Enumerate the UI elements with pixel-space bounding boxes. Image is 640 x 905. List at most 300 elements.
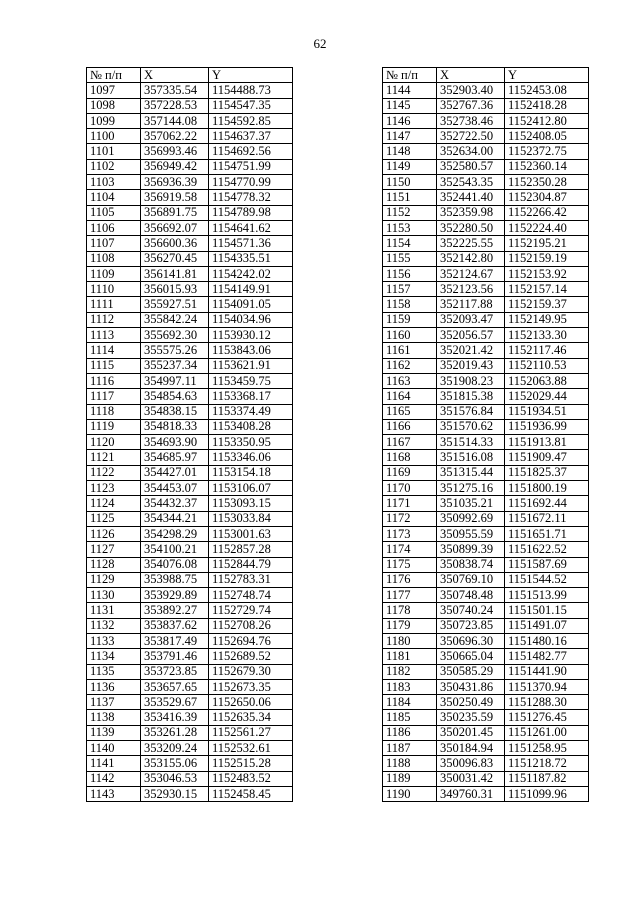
table-row <box>383 83 589 98</box>
cell-y: 1152117.46 <box>505 343 589 358</box>
cell-x: 353529.67 <box>141 695 209 710</box>
cell-number: 1108 <box>87 251 141 266</box>
cell-y: 1152159.37 <box>505 297 589 312</box>
cell-x: 354100.21 <box>141 542 209 557</box>
table-body-right <box>383 83 589 802</box>
cell-x: 352580.57 <box>437 159 505 174</box>
table-row <box>87 404 293 419</box>
cell-number: 1124 <box>87 496 141 511</box>
cell-number: 1187 <box>383 741 437 756</box>
cell-number: 1146 <box>383 113 437 128</box>
cell-y: 1152483.52 <box>209 771 293 786</box>
cell-x: 350723.85 <box>437 618 505 633</box>
cell-number: 1138 <box>87 710 141 725</box>
table-row <box>87 190 293 205</box>
cell-number: 1133 <box>87 633 141 648</box>
cell-number: 1157 <box>383 282 437 297</box>
cell-y: 1151187.82 <box>505 771 589 786</box>
cell-number: 1188 <box>383 756 437 771</box>
cell-x: 353155.06 <box>141 756 209 771</box>
cell-number: 1148 <box>383 144 437 159</box>
cell-y: 1152149.95 <box>505 312 589 327</box>
table-row <box>87 649 293 664</box>
cell-number: 1178 <box>383 603 437 618</box>
cell-number: 1154 <box>383 236 437 251</box>
cell-number: 1140 <box>87 741 141 756</box>
page-number: 62 <box>313 36 327 51</box>
table-row <box>87 328 293 343</box>
table-row <box>383 481 589 496</box>
table-row <box>383 282 589 297</box>
cell-y: 1153459.75 <box>209 373 293 388</box>
table-row <box>383 557 589 572</box>
cell-number: 1101 <box>87 144 141 159</box>
cell-y: 1152304.87 <box>505 190 589 205</box>
cell-x: 351815.38 <box>437 389 505 404</box>
cell-x: 354298.29 <box>141 526 209 541</box>
cell-number: 1129 <box>87 572 141 587</box>
cell-number: 1179 <box>383 618 437 633</box>
cell-number: 1122 <box>87 465 141 480</box>
cell-y: 1151672.11 <box>505 511 589 526</box>
cell-number: 1115 <box>87 358 141 373</box>
header-x: X <box>437 68 505 83</box>
cell-y: 1152266.42 <box>505 205 589 220</box>
cell-number: 1107 <box>87 236 141 251</box>
cell-y: 1151501.15 <box>505 603 589 618</box>
cell-y: 1152157.14 <box>505 282 589 297</box>
cell-x: 352225.55 <box>437 236 505 251</box>
cell-x: 355842.24 <box>141 312 209 327</box>
cell-y: 1152515.28 <box>209 756 293 771</box>
cell-x: 352021.42 <box>437 343 505 358</box>
table-row <box>87 373 293 388</box>
cell-x: 353723.85 <box>141 664 209 679</box>
cell-y: 1151934.51 <box>505 404 589 419</box>
cell-number: 1130 <box>87 588 141 603</box>
cell-x: 354854.63 <box>141 389 209 404</box>
cell-y: 1152748.74 <box>209 588 293 603</box>
table-row <box>383 144 589 159</box>
table-row <box>87 496 293 511</box>
cell-y: 1153033.84 <box>209 511 293 526</box>
table-row <box>87 741 293 756</box>
cell-y: 1152133.30 <box>505 328 589 343</box>
table-row <box>87 297 293 312</box>
cell-y: 1152412.80 <box>505 113 589 128</box>
table-row <box>87 266 293 281</box>
cell-x: 356141.81 <box>141 266 209 281</box>
cell-y: 1151261.00 <box>505 725 589 740</box>
table-row <box>383 312 589 327</box>
cell-x: 353209.24 <box>141 741 209 756</box>
cell-number: 1162 <box>383 358 437 373</box>
cell-x: 351035.21 <box>437 496 505 511</box>
cell-x: 352019.43 <box>437 358 505 373</box>
cell-number: 1100 <box>87 129 141 144</box>
table-row <box>87 603 293 618</box>
cell-x: 350955.59 <box>437 526 505 541</box>
cell-x: 350096.83 <box>437 756 505 771</box>
cell-y: 1152360.14 <box>505 159 589 174</box>
table-row <box>383 98 589 113</box>
table-row <box>87 159 293 174</box>
cell-number: 1117 <box>87 389 141 404</box>
table-row <box>87 435 293 450</box>
table-row <box>383 404 589 419</box>
cell-y: 1152159.19 <box>505 251 589 266</box>
cell-x: 351576.84 <box>437 404 505 419</box>
cell-x: 350992.69 <box>437 511 505 526</box>
table-row <box>383 328 589 343</box>
cell-x: 350838.74 <box>437 557 505 572</box>
table-row <box>383 465 589 480</box>
table-row <box>383 710 589 725</box>
table-row <box>87 695 293 710</box>
table-row <box>383 251 589 266</box>
cell-number: 1121 <box>87 450 141 465</box>
cell-number: 1181 <box>383 649 437 664</box>
cell-x: 357335.54 <box>141 83 209 98</box>
table-row <box>383 511 589 526</box>
cell-x: 353416.39 <box>141 710 209 725</box>
cell-x: 354997.11 <box>141 373 209 388</box>
table-row <box>383 572 589 587</box>
cell-number: 1119 <box>87 419 141 434</box>
cell-x: 352767.36 <box>437 98 505 113</box>
cell-y: 1151099.96 <box>505 786 589 801</box>
cell-number: 1145 <box>383 98 437 113</box>
cell-x: 356993.46 <box>141 144 209 159</box>
cell-x: 351570.62 <box>437 419 505 434</box>
cell-number: 1131 <box>87 603 141 618</box>
table-row <box>87 756 293 771</box>
table-row <box>87 236 293 251</box>
cell-number: 1142 <box>87 771 141 786</box>
table-row <box>87 205 293 220</box>
cell-number: 1139 <box>87 725 141 740</box>
cell-number: 1110 <box>87 282 141 297</box>
cell-y: 1153001.63 <box>209 526 293 541</box>
cell-number: 1172 <box>383 511 437 526</box>
table-row <box>383 129 589 144</box>
cell-y: 1153154.18 <box>209 465 293 480</box>
cell-x: 353817.49 <box>141 633 209 648</box>
cell-x: 352738.46 <box>437 113 505 128</box>
cell-number: 1127 <box>87 542 141 557</box>
cell-x: 352117.88 <box>437 297 505 312</box>
cell-x: 350740.24 <box>437 603 505 618</box>
cell-y: 1152694.76 <box>209 633 293 648</box>
cell-number: 1159 <box>383 312 437 327</box>
cell-number: 1136 <box>87 679 141 694</box>
cell-y: 1154242.02 <box>209 266 293 281</box>
cell-x: 356891.75 <box>141 205 209 220</box>
cell-y: 1154778.32 <box>209 190 293 205</box>
table-row <box>87 481 293 496</box>
cell-y: 1152063.88 <box>505 373 589 388</box>
cell-number: 1102 <box>87 159 141 174</box>
cell-x: 350201.45 <box>437 725 505 740</box>
cell-y: 1152844.79 <box>209 557 293 572</box>
cell-x: 356015.93 <box>141 282 209 297</box>
cell-number: 1144 <box>383 83 437 98</box>
cell-number: 1161 <box>383 343 437 358</box>
cell-y: 1154034.96 <box>209 312 293 327</box>
cell-x: 350748.48 <box>437 588 505 603</box>
cell-y: 1151513.99 <box>505 588 589 603</box>
table-row <box>87 312 293 327</box>
table-row <box>87 786 293 801</box>
cell-x: 352093.47 <box>437 312 505 327</box>
cell-y: 1154592.85 <box>209 113 293 128</box>
table-body-left <box>87 83 293 802</box>
cell-x: 352441.40 <box>437 190 505 205</box>
cell-number: 1171 <box>383 496 437 511</box>
cell-y: 1154789.98 <box>209 205 293 220</box>
cell-y: 1154770.99 <box>209 175 293 190</box>
header-number: № п/п <box>383 68 437 83</box>
cell-x: 356936.39 <box>141 175 209 190</box>
table-row <box>383 113 589 128</box>
cell-y: 1153093.15 <box>209 496 293 511</box>
table-row <box>87 129 293 144</box>
cell-number: 1185 <box>383 710 437 725</box>
table-row <box>383 297 589 312</box>
cell-y: 1152418.28 <box>505 98 589 113</box>
table-row <box>383 389 589 404</box>
cell-y: 1151480.16 <box>505 633 589 648</box>
cell-y: 1154149.91 <box>209 282 293 297</box>
cell-x: 352359.98 <box>437 205 505 220</box>
cell-number: 1183 <box>383 679 437 694</box>
cell-y: 1152679.30 <box>209 664 293 679</box>
cell-y: 1151482.77 <box>505 649 589 664</box>
cell-number: 1137 <box>87 695 141 710</box>
cell-x: 352280.50 <box>437 220 505 235</box>
cell-number: 1114 <box>87 343 141 358</box>
cell-x: 354693.90 <box>141 435 209 450</box>
table-row <box>87 343 293 358</box>
cell-number: 1098 <box>87 98 141 113</box>
cell-y: 1151913.81 <box>505 435 589 450</box>
cell-x: 357228.53 <box>141 98 209 113</box>
table-row <box>87 588 293 603</box>
table-row <box>87 83 293 98</box>
table-row <box>87 526 293 541</box>
cell-y: 1153374.49 <box>209 404 293 419</box>
cell-x: 350769.10 <box>437 572 505 587</box>
cell-y: 1153106.07 <box>209 481 293 496</box>
cell-x: 355237.34 <box>141 358 209 373</box>
cell-y: 1152224.40 <box>505 220 589 235</box>
cell-x: 354432.37 <box>141 496 209 511</box>
cell-x: 352543.35 <box>437 175 505 190</box>
cell-x: 354427.01 <box>141 465 209 480</box>
table-row <box>383 526 589 541</box>
cell-number: 1135 <box>87 664 141 679</box>
cell-number: 1153 <box>383 220 437 235</box>
cell-x: 354076.08 <box>141 557 209 572</box>
table-row <box>383 542 589 557</box>
cell-number: 1152 <box>383 205 437 220</box>
cell-y: 1153350.95 <box>209 435 293 450</box>
cell-y: 1152708.26 <box>209 618 293 633</box>
cell-y: 1152453.08 <box>505 83 589 98</box>
table-row <box>383 771 589 786</box>
cell-number: 1103 <box>87 175 141 190</box>
table-row <box>383 175 589 190</box>
table-row <box>87 710 293 725</box>
cell-x: 351315.44 <box>437 465 505 480</box>
cell-x: 352930.15 <box>141 786 209 801</box>
cell-x: 350031.42 <box>437 771 505 786</box>
cell-number: 1165 <box>383 404 437 419</box>
cell-y: 1151544.52 <box>505 572 589 587</box>
header-y: Y <box>505 68 589 83</box>
cell-number: 1099 <box>87 113 141 128</box>
table-row <box>383 756 589 771</box>
cell-x: 357144.08 <box>141 113 209 128</box>
cell-y: 1152857.28 <box>209 542 293 557</box>
cell-x: 353988.75 <box>141 572 209 587</box>
cell-y: 1154692.56 <box>209 144 293 159</box>
cell-y: 1151909.47 <box>505 450 589 465</box>
table-row <box>87 771 293 786</box>
cell-number: 1180 <box>383 633 437 648</box>
cell-x: 357062.22 <box>141 129 209 144</box>
table-row <box>383 649 589 664</box>
table-row <box>383 603 589 618</box>
cell-number: 1169 <box>383 465 437 480</box>
table-row <box>87 465 293 480</box>
cell-y: 1151622.52 <box>505 542 589 557</box>
cell-y: 1154091.05 <box>209 297 293 312</box>
cell-y: 1151651.71 <box>505 526 589 541</box>
cell-y: 1154641.62 <box>209 220 293 235</box>
table-row <box>383 343 589 358</box>
table-row <box>87 664 293 679</box>
cell-number: 1116 <box>87 373 141 388</box>
cell-number: 1109 <box>87 266 141 281</box>
cell-number: 1164 <box>383 389 437 404</box>
cell-number: 1113 <box>87 328 141 343</box>
cell-x: 353791.46 <box>141 649 209 664</box>
cell-number: 1166 <box>383 419 437 434</box>
cell-x: 355692.30 <box>141 328 209 343</box>
table-row <box>383 695 589 710</box>
cell-y: 1154488.73 <box>209 83 293 98</box>
cell-x: 354344.21 <box>141 511 209 526</box>
cell-y: 1152408.05 <box>505 129 589 144</box>
table-row <box>87 450 293 465</box>
cell-x: 352124.67 <box>437 266 505 281</box>
cell-y: 1152729.74 <box>209 603 293 618</box>
cell-y: 1151370.94 <box>505 679 589 694</box>
cell-y: 1151218.72 <box>505 756 589 771</box>
cell-y: 1151441.90 <box>505 664 589 679</box>
table-row <box>383 679 589 694</box>
header-y: Y <box>209 68 293 83</box>
cell-number: 1120 <box>87 435 141 450</box>
table-row <box>87 220 293 235</box>
cell-y: 1152110.53 <box>505 358 589 373</box>
cell-x: 350899.39 <box>437 542 505 557</box>
cell-number: 1155 <box>383 251 437 266</box>
table-row <box>383 190 589 205</box>
cell-x: 355575.26 <box>141 343 209 358</box>
table-row <box>87 633 293 648</box>
cell-x: 353929.89 <box>141 588 209 603</box>
cell-x: 356600.36 <box>141 236 209 251</box>
cell-y: 1152458.45 <box>209 786 293 801</box>
table-row <box>87 572 293 587</box>
cell-x: 353046.53 <box>141 771 209 786</box>
cell-x: 351516.08 <box>437 450 505 465</box>
table-header-row <box>87 68 293 83</box>
table-row <box>87 557 293 572</box>
cell-number: 1163 <box>383 373 437 388</box>
table-row <box>87 419 293 434</box>
table-row <box>383 618 589 633</box>
cell-x: 353892.27 <box>141 603 209 618</box>
cell-x: 350235.59 <box>437 710 505 725</box>
cell-number: 1177 <box>383 588 437 603</box>
cell-y: 1152650.06 <box>209 695 293 710</box>
cell-y: 1152029.44 <box>505 389 589 404</box>
table-row <box>383 786 589 801</box>
table-row <box>87 389 293 404</box>
cell-number: 1173 <box>383 526 437 541</box>
cell-number: 1158 <box>383 297 437 312</box>
table-row <box>383 435 589 450</box>
cell-x: 354838.15 <box>141 404 209 419</box>
coordinates-table-right <box>382 67 589 802</box>
cell-x: 352634.00 <box>437 144 505 159</box>
cell-x: 354818.33 <box>141 419 209 434</box>
cell-number: 1167 <box>383 435 437 450</box>
cell-y: 1154751.99 <box>209 159 293 174</box>
cell-x: 355927.51 <box>141 297 209 312</box>
table-row <box>383 236 589 251</box>
table-row <box>383 220 589 235</box>
cell-y: 1153408.28 <box>209 419 293 434</box>
cell-y: 1152635.34 <box>209 710 293 725</box>
cell-number: 1123 <box>87 481 141 496</box>
cell-y: 1152532.61 <box>209 741 293 756</box>
cell-number: 1150 <box>383 175 437 190</box>
cell-x: 356949.42 <box>141 159 209 174</box>
cell-number: 1143 <box>87 786 141 801</box>
table-row <box>383 373 589 388</box>
cell-number: 1190 <box>383 786 437 801</box>
cell-x: 350431.86 <box>437 679 505 694</box>
table-row <box>87 282 293 297</box>
header-number: № п/п <box>87 68 141 83</box>
cell-y: 1154335.51 <box>209 251 293 266</box>
table-row <box>383 419 589 434</box>
table-row <box>383 664 589 679</box>
cell-x: 356270.45 <box>141 251 209 266</box>
cell-y: 1152350.28 <box>505 175 589 190</box>
cell-x: 350585.29 <box>437 664 505 679</box>
cell-y: 1153930.12 <box>209 328 293 343</box>
cell-x: 352142.80 <box>437 251 505 266</box>
cell-x: 353657.65 <box>141 679 209 694</box>
cell-x: 352056.57 <box>437 328 505 343</box>
cell-x: 354685.97 <box>141 450 209 465</box>
cell-x: 349760.31 <box>437 786 505 801</box>
